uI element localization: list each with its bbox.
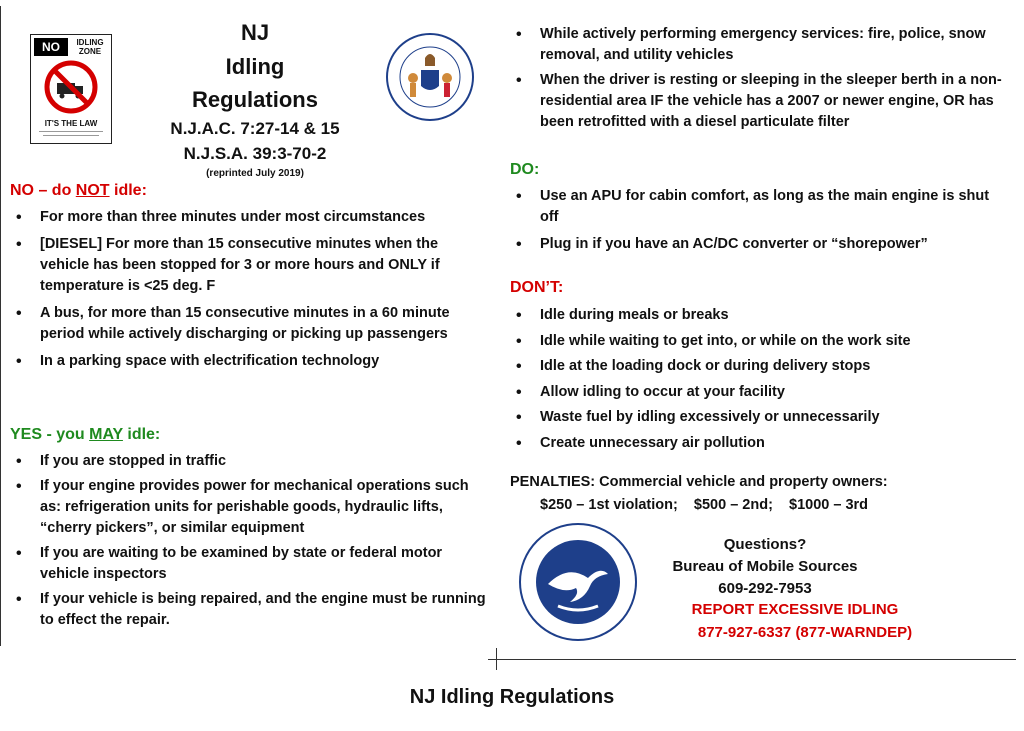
bottom-rule bbox=[488, 659, 1016, 660]
yes-list bbox=[8, 451, 486, 631]
crop-mark bbox=[496, 648, 497, 670]
footer-title: NJ Idling Regulations bbox=[409, 686, 615, 708]
bureau-label: Bureau of Mobile Sources bbox=[672, 558, 858, 575]
questions-label: Questions? bbox=[723, 536, 807, 553]
list-item: • Use an APU for cabin comfort, as long as the main engine is shut off bbox=[508, 186, 1008, 228]
list-item: • A bus, for more than 15 consecutive minutes in a 60 minute period while actively discharging or picking up passengers bbox=[8, 303, 486, 345]
list-item: • Idle at the loading dock or during delivery stops bbox=[508, 356, 1018, 377]
dont-list bbox=[508, 305, 1018, 454]
sign-law: IT'S THE LAW bbox=[44, 119, 98, 128]
sign-no: NO bbox=[34, 38, 68, 56]
penalties-line2: $250 – 1st violation; $500 – 2nd; $1000 – 3rd bbox=[540, 497, 869, 513]
citation-njac: N.J.A.C. 7:27-14 & 15 bbox=[170, 119, 340, 138]
list-item: • If your engine provides power for mechanical operations such as: refrigeration units for perishable goods, hydraulic lifts, “cherry pickers”, or similar equipment bbox=[8, 476, 486, 539]
list-item: • For more than three minutes under most circumstances bbox=[8, 207, 486, 228]
penalties-line1: PENALTIES: Commercial vehicle and property owners: bbox=[510, 474, 888, 490]
list-item: • While actively performing emergency services: fire, police, snow removal, and utility vehicles bbox=[508, 24, 1008, 66]
sign-zone: ZONE bbox=[78, 47, 102, 56]
list-item: • Plug in if you have an AC/DC converter or “shorepower” bbox=[508, 234, 1008, 255]
yes-heading: YES - you MAY idle: bbox=[10, 426, 161, 443]
report-label: REPORT EXCESSIVE IDLING bbox=[691, 601, 899, 618]
no-idling-sign bbox=[30, 34, 112, 144]
list-item: • If you are stopped in traffic bbox=[8, 451, 486, 472]
hotline-number: 877-927-6337 (877-WARNDEP) bbox=[697, 624, 913, 641]
exemption-list bbox=[508, 24, 1008, 133]
list-item: • Allow idling to occur at your facility bbox=[508, 382, 1018, 403]
list-item: • If you are waiting to be examined by state or federal motor vehicle inspectors bbox=[8, 543, 486, 585]
list-item: • In a parking space with electrification technology bbox=[8, 351, 486, 372]
do-heading: DO: bbox=[510, 161, 540, 178]
dont-heading: DON’T: bbox=[510, 279, 564, 296]
bureau-phone: 609-292-7953 bbox=[718, 580, 812, 597]
title-idling: Idling bbox=[225, 54, 285, 79]
do-list bbox=[508, 186, 1008, 255]
sign-idling: IDLING bbox=[76, 38, 104, 47]
no-heading: NO – do NOT idle: bbox=[10, 182, 147, 199]
list-item: • [DIESEL] For more than 15 consecutive minutes when the vehicle has been stopped for 3 or more hours and ONLY if temperature is <25 deg. F bbox=[8, 234, 486, 297]
list-item: • Waste fuel by idling excessively or unnecessarily bbox=[508, 407, 1018, 428]
list-item: • Idle during meals or breaks bbox=[508, 305, 1018, 326]
list-item: • If your vehicle is being repaired, and the engine must be running to effect the repair. bbox=[8, 589, 486, 631]
nj-dep-logo-icon bbox=[518, 522, 638, 642]
reprint-note: (reprinted July 2019) bbox=[206, 168, 304, 179]
list-item: • When the driver is resting or sleeping in the sleeper berth in a non-residential area IF the vehicle has a 2007 or newer engine, OR has been retrofitted with a diesel particulate filter bbox=[508, 70, 1008, 133]
title-regulations: Regulations bbox=[192, 87, 318, 112]
list-item: • Idle while waiting to get into, or while on the work site bbox=[508, 331, 1018, 352]
citation-njsa: N.J.S.A. 39:3-70-2 bbox=[183, 144, 327, 163]
nj-state-seal-icon bbox=[385, 32, 475, 122]
list-item: • Create unnecessary air pollution bbox=[508, 433, 1018, 454]
no-truck-icon bbox=[43, 59, 99, 115]
no-list bbox=[8, 207, 486, 372]
title-nj: NJ bbox=[240, 20, 270, 45]
left-border bbox=[0, 6, 1, 646]
